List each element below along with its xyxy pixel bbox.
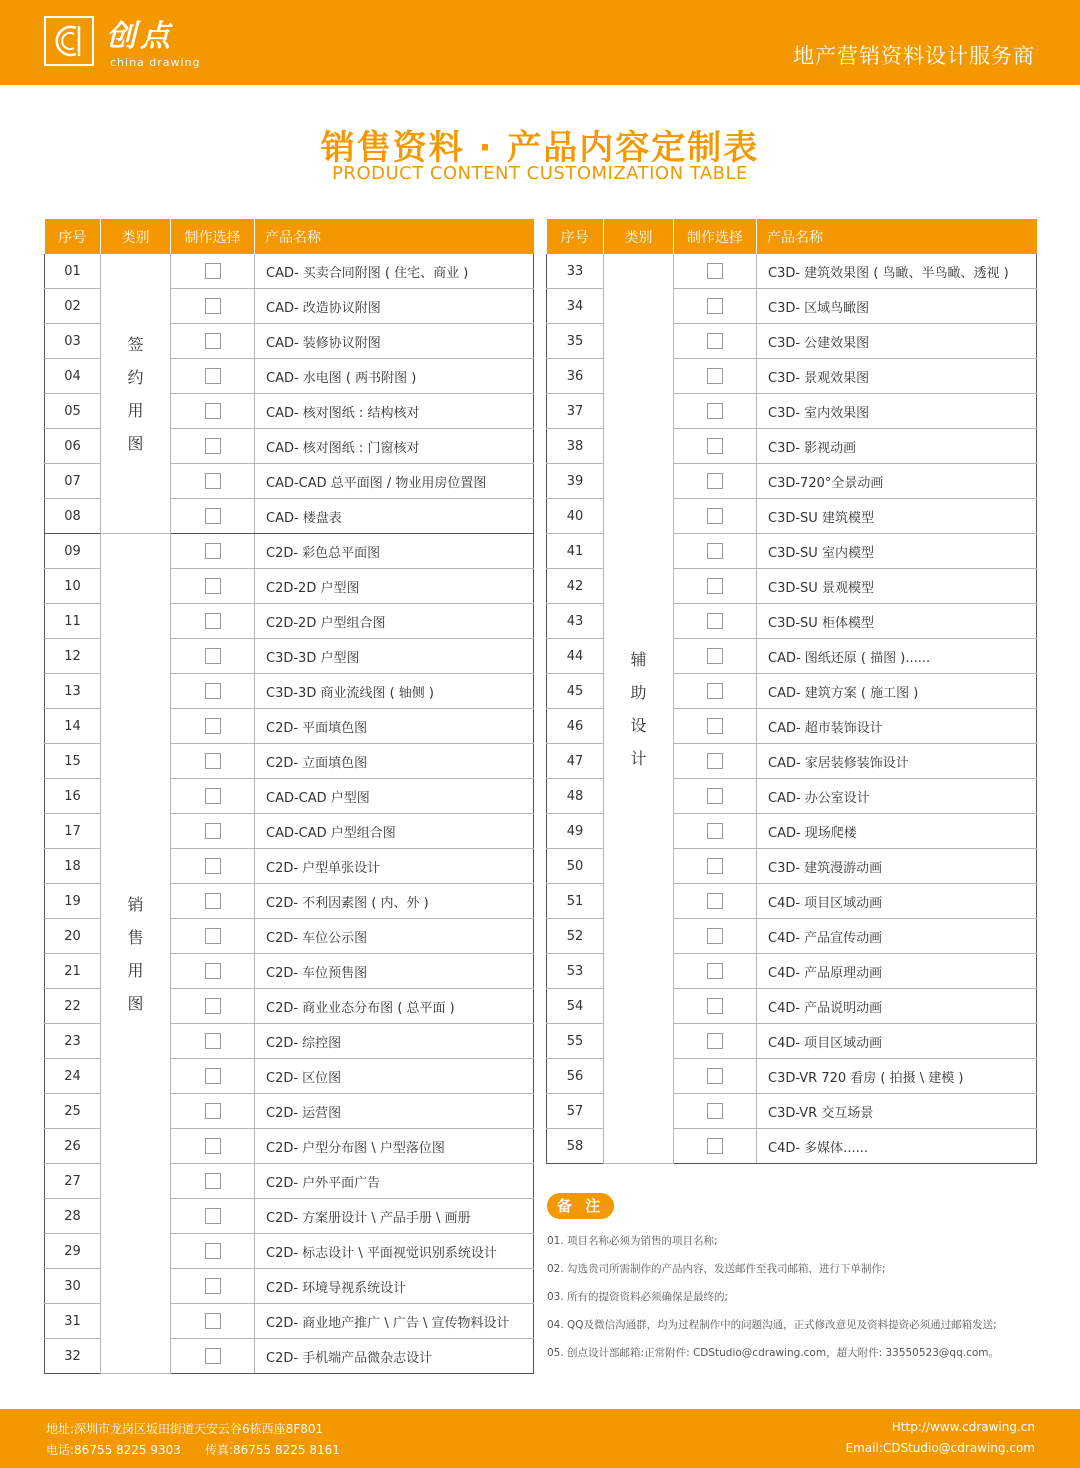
select-cell bbox=[674, 954, 757, 989]
select-checkbox[interactable] bbox=[707, 858, 723, 874]
product-name: C3D-VR 交互场景 bbox=[757, 1094, 1037, 1129]
product-name: C2D- 手机端产品微杂志设计 bbox=[255, 1339, 534, 1374]
row-number: 40 bbox=[547, 499, 604, 534]
select-checkbox[interactable] bbox=[205, 753, 221, 769]
product-name: C3D-3D 户型图 bbox=[255, 639, 534, 674]
footer-fax: 传真:86755 8225 8161 bbox=[204, 1443, 340, 1457]
row-number: 44 bbox=[547, 639, 604, 674]
select-checkbox[interactable] bbox=[707, 508, 723, 524]
select-checkbox[interactable] bbox=[707, 718, 723, 734]
select-checkbox[interactable] bbox=[205, 1278, 221, 1294]
select-cell bbox=[171, 884, 255, 919]
select-cell bbox=[674, 499, 757, 534]
select-cell bbox=[171, 1129, 255, 1164]
select-cell bbox=[674, 639, 757, 674]
product-name: CAD- 办公室设计 bbox=[757, 779, 1037, 814]
product-name: C2D- 方案册设计 \ 产品手册 \ 画册 bbox=[255, 1199, 534, 1234]
select-cell bbox=[171, 814, 255, 849]
page-subtitle: PRODUCT CONTENT CUSTOMIZATION TABLE bbox=[332, 163, 748, 184]
select-cell bbox=[171, 709, 255, 744]
select-cell bbox=[171, 1059, 255, 1094]
select-cell bbox=[674, 849, 757, 884]
product-name: C2D- 户型单张设计 bbox=[255, 849, 534, 884]
select-cell bbox=[171, 254, 255, 289]
product-name: CAD- 核对图纸 : 结构核对 bbox=[255, 394, 534, 429]
product-name: C3D-SU 室内模型 bbox=[757, 534, 1037, 569]
row-number: 58 bbox=[547, 1129, 604, 1164]
row-number: 24 bbox=[45, 1059, 101, 1094]
footer-address: 地址:深圳市龙岗区坂田街道天安云谷6栋西座8F801 bbox=[46, 1422, 324, 1436]
select-cell bbox=[674, 1059, 757, 1094]
select-checkbox[interactable] bbox=[707, 928, 723, 944]
product-name: CAD- 核对图纸 : 门窗核对 bbox=[255, 429, 534, 464]
select-cell bbox=[674, 429, 757, 464]
select-checkbox[interactable] bbox=[205, 823, 221, 839]
select-cell bbox=[171, 289, 255, 324]
row-number: 36 bbox=[547, 359, 604, 394]
select-checkbox[interactable] bbox=[707, 1068, 723, 1084]
select-cell bbox=[171, 324, 255, 359]
select-checkbox[interactable] bbox=[707, 298, 723, 314]
col-header-select: 制作选择 bbox=[171, 219, 255, 254]
select-cell bbox=[171, 534, 255, 569]
select-cell bbox=[674, 884, 757, 919]
product-name: CAD- 装修协议附图 bbox=[255, 324, 534, 359]
product-name: CAD- 建筑方案 ( 施工图 ) bbox=[757, 674, 1037, 709]
select-checkbox[interactable] bbox=[707, 333, 723, 349]
select-checkbox[interactable] bbox=[205, 648, 221, 664]
select-cell bbox=[674, 919, 757, 954]
select-cell bbox=[171, 1234, 255, 1269]
product-name: CAD-CAD 户型图 bbox=[255, 779, 534, 814]
product-name: C3D- 影视动画 bbox=[757, 429, 1037, 464]
select-cell bbox=[171, 1094, 255, 1129]
product-name: C3D-SU 景观模型 bbox=[757, 569, 1037, 604]
row-number: 16 bbox=[45, 779, 101, 814]
select-checkbox[interactable] bbox=[205, 508, 221, 524]
row-number: 39 bbox=[547, 464, 604, 499]
select-cell bbox=[171, 464, 255, 499]
select-checkbox[interactable] bbox=[205, 1103, 221, 1119]
product-name: CAD- 楼盘表 bbox=[255, 499, 534, 534]
row-number: 43 bbox=[547, 604, 604, 639]
tagline: 地产营销资料设计服务商 bbox=[793, 44, 1035, 68]
select-checkbox[interactable] bbox=[205, 1068, 221, 1084]
page-title: 销售资料 · 产品内容定制表 bbox=[320, 128, 760, 168]
logo-subtext: china drawing bbox=[110, 56, 201, 69]
row-number: 01 bbox=[45, 254, 101, 289]
col-header-select: 制作选择 bbox=[674, 219, 757, 254]
row-number: 50 bbox=[547, 849, 604, 884]
product-name: C2D- 彩色总平面图 bbox=[255, 534, 534, 569]
note-item: 02. 勾选贵司所需制作的产品内容，发送邮件至我司邮箱，进行下单制作; bbox=[547, 1263, 886, 1275]
product-name: C3D- 建筑漫游动画 bbox=[757, 849, 1037, 884]
select-cell bbox=[171, 1339, 255, 1374]
product-name: C2D- 平面填色图 bbox=[255, 709, 534, 744]
row-number: 29 bbox=[45, 1234, 101, 1269]
select-checkbox[interactable] bbox=[205, 1313, 221, 1329]
select-cell bbox=[674, 1129, 757, 1164]
select-checkbox[interactable] bbox=[205, 368, 221, 384]
product-name: CAD-CAD 总平面图 / 物业用房位置图 bbox=[255, 464, 534, 499]
product-name: C4D- 项目区域动画 bbox=[757, 884, 1037, 919]
table-row bbox=[45, 534, 534, 569]
product-name: C2D- 商业业态分布图 ( 总平面 ) bbox=[255, 989, 534, 1024]
select-checkbox[interactable] bbox=[205, 788, 221, 804]
product-name: C3D- 建筑效果图 ( 鸟瞰、半鸟瞰、透视 ) bbox=[757, 254, 1037, 289]
col-header-num: 序号 bbox=[547, 219, 604, 254]
select-cell bbox=[171, 989, 255, 1024]
select-checkbox[interactable] bbox=[205, 578, 221, 594]
select-checkbox[interactable] bbox=[205, 1243, 221, 1259]
select-checkbox[interactable] bbox=[205, 1348, 221, 1364]
product-name: C4D- 多媒体...... bbox=[757, 1129, 1037, 1164]
table-header-row bbox=[547, 219, 1037, 254]
select-checkbox[interactable] bbox=[707, 1103, 723, 1119]
row-number: 14 bbox=[45, 709, 101, 744]
note-item: 01. 项目名称必须为销售的项目名称; bbox=[547, 1235, 718, 1247]
select-cell bbox=[171, 429, 255, 464]
col-header-name: 产品名称 bbox=[255, 219, 534, 254]
table-header-row bbox=[45, 219, 534, 254]
row-number: 42 bbox=[547, 569, 604, 604]
product-name: C2D- 商业地产推广 \ 广告 \ 宣传物料设计 bbox=[255, 1304, 534, 1339]
row-number: 37 bbox=[547, 394, 604, 429]
select-cell bbox=[171, 1024, 255, 1059]
select-cell bbox=[674, 1094, 757, 1129]
logo-icon bbox=[46, 18, 92, 64]
select-checkbox[interactable] bbox=[205, 403, 221, 419]
logo-mark bbox=[44, 16, 94, 66]
select-cell bbox=[674, 604, 757, 639]
select-cell bbox=[674, 744, 757, 779]
product-name: C2D- 标志设计 \ 平面视觉识别系统设计 bbox=[255, 1234, 534, 1269]
select-cell bbox=[674, 464, 757, 499]
row-number: 30 bbox=[45, 1269, 101, 1304]
select-checkbox[interactable] bbox=[707, 963, 723, 979]
select-checkbox[interactable] bbox=[707, 473, 723, 489]
table-row bbox=[547, 254, 1037, 289]
select-cell bbox=[674, 394, 757, 429]
select-checkbox[interactable] bbox=[707, 613, 723, 629]
select-checkbox[interactable] bbox=[205, 1208, 221, 1224]
note-item: 05. 创点设计部邮箱:正常附件: CDStudio@cdrawing.com，超大附件: 33550523@qq.com。 bbox=[547, 1347, 999, 1359]
category-cell bbox=[604, 254, 674, 1164]
product-name: C3D- 区域鸟瞰图 bbox=[757, 289, 1037, 324]
select-checkbox[interactable] bbox=[707, 543, 723, 559]
note-item: 04. QQ及微信沟通群，均为过程制作中的问题沟通，正式修改意见及资料提资必须通过邮箱发送; bbox=[547, 1319, 997, 1331]
row-number: 20 bbox=[45, 919, 101, 954]
select-cell bbox=[171, 604, 255, 639]
footer-email[interactable]: Email:CDStudio@cdrawing.com bbox=[845, 1441, 1035, 1455]
row-number: 35 bbox=[547, 324, 604, 359]
select-cell bbox=[674, 989, 757, 1024]
category-label: 销售用图 bbox=[127, 894, 144, 1013]
table-row bbox=[45, 254, 534, 289]
select-cell bbox=[171, 954, 255, 989]
product-name: C2D- 不利因素图 ( 内、外 ) bbox=[255, 884, 534, 919]
row-number: 15 bbox=[45, 744, 101, 779]
select-cell bbox=[674, 779, 757, 814]
product-name: C3D-SU 建筑模型 bbox=[757, 499, 1037, 534]
row-number: 32 bbox=[45, 1339, 101, 1374]
select-cell bbox=[171, 1304, 255, 1339]
row-number: 12 bbox=[45, 639, 101, 674]
product-name: C2D- 区位图 bbox=[255, 1059, 534, 1094]
category-label: 签约用图 bbox=[127, 334, 144, 453]
select-checkbox[interactable] bbox=[205, 1173, 221, 1189]
row-number: 06 bbox=[45, 429, 101, 464]
header-bar bbox=[0, 0, 1080, 85]
left-product-table bbox=[44, 219, 534, 1374]
select-checkbox[interactable] bbox=[205, 718, 221, 734]
product-name: C3D- 公建效果图 bbox=[757, 324, 1037, 359]
row-number: 02 bbox=[45, 289, 101, 324]
row-number: 31 bbox=[45, 1304, 101, 1339]
select-checkbox[interactable] bbox=[707, 648, 723, 664]
select-checkbox[interactable] bbox=[707, 893, 723, 909]
row-number: 41 bbox=[547, 534, 604, 569]
product-name: C4D- 产品原理动画 bbox=[757, 954, 1037, 989]
row-number: 09 bbox=[45, 534, 101, 569]
right-product-table bbox=[546, 219, 1037, 1164]
product-name: CAD- 现场爬楼 bbox=[757, 814, 1037, 849]
select-cell bbox=[171, 359, 255, 394]
product-name: C3D-SU 柜体模型 bbox=[757, 604, 1037, 639]
select-cell bbox=[674, 324, 757, 359]
row-number: 54 bbox=[547, 989, 604, 1024]
logo-text: 创点 bbox=[106, 19, 174, 54]
select-checkbox[interactable] bbox=[707, 1138, 723, 1154]
row-number: 53 bbox=[547, 954, 604, 989]
col-header-name: 产品名称 bbox=[757, 219, 1037, 254]
select-checkbox[interactable] bbox=[205, 298, 221, 314]
select-cell bbox=[171, 674, 255, 709]
row-number: 25 bbox=[45, 1094, 101, 1129]
product-name: C2D- 综控图 bbox=[255, 1024, 534, 1059]
row-number: 47 bbox=[547, 744, 604, 779]
select-checkbox[interactable] bbox=[205, 613, 221, 629]
select-cell bbox=[171, 849, 255, 884]
select-checkbox[interactable] bbox=[205, 893, 221, 909]
row-number: 52 bbox=[547, 919, 604, 954]
select-checkbox[interactable] bbox=[707, 998, 723, 1014]
row-number: 03 bbox=[45, 324, 101, 359]
row-number: 45 bbox=[547, 674, 604, 709]
row-number: 18 bbox=[45, 849, 101, 884]
select-checkbox[interactable] bbox=[707, 823, 723, 839]
product-name: C3D-VR 720 看房 ( 拍摄 \ 建模 ) bbox=[757, 1059, 1037, 1094]
row-number: 46 bbox=[547, 709, 604, 744]
select-cell bbox=[171, 744, 255, 779]
row-number: 04 bbox=[45, 359, 101, 394]
product-name: C2D- 户型分布图 \ 户型落位图 bbox=[255, 1129, 534, 1164]
select-checkbox[interactable] bbox=[205, 928, 221, 944]
select-checkbox[interactable] bbox=[205, 333, 221, 349]
note-item: 03. 所有的提资资料必须确保是最终的; bbox=[547, 1291, 729, 1303]
select-checkbox[interactable] bbox=[205, 473, 221, 489]
row-number: 07 bbox=[45, 464, 101, 499]
select-checkbox[interactable] bbox=[707, 368, 723, 384]
row-number: 56 bbox=[547, 1059, 604, 1094]
product-name: CAD- 家居装修装饰设计 bbox=[757, 744, 1037, 779]
product-name: C2D- 车位预售图 bbox=[255, 954, 534, 989]
select-cell bbox=[674, 289, 757, 324]
select-checkbox[interactable] bbox=[205, 1138, 221, 1154]
col-header-category: 类别 bbox=[604, 219, 674, 254]
row-number: 55 bbox=[547, 1024, 604, 1059]
select-checkbox[interactable] bbox=[205, 998, 221, 1014]
select-checkbox[interactable] bbox=[707, 788, 723, 804]
product-name: CAD- 水电图 ( 两书附图 ) bbox=[255, 359, 534, 394]
select-checkbox[interactable] bbox=[707, 753, 723, 769]
select-checkbox[interactable] bbox=[707, 578, 723, 594]
product-name: C2D-2D 户型图 bbox=[255, 569, 534, 604]
row-number: 08 bbox=[45, 499, 101, 534]
row-number: 26 bbox=[45, 1129, 101, 1164]
select-cell bbox=[171, 919, 255, 954]
row-number: 48 bbox=[547, 779, 604, 814]
select-cell bbox=[171, 779, 255, 814]
row-number: 17 bbox=[45, 814, 101, 849]
row-number: 19 bbox=[45, 884, 101, 919]
select-checkbox[interactable] bbox=[205, 263, 221, 279]
select-cell bbox=[674, 359, 757, 394]
product-name: C2D- 车位公示图 bbox=[255, 919, 534, 954]
product-name: C4D- 产品说明动画 bbox=[757, 989, 1037, 1024]
select-cell bbox=[171, 569, 255, 604]
category-cell bbox=[101, 534, 171, 1374]
select-checkbox[interactable] bbox=[205, 963, 221, 979]
select-cell bbox=[171, 499, 255, 534]
row-number: 10 bbox=[45, 569, 101, 604]
row-number: 21 bbox=[45, 954, 101, 989]
select-checkbox[interactable] bbox=[707, 403, 723, 419]
product-name: C2D- 运营图 bbox=[255, 1094, 534, 1129]
select-checkbox[interactable] bbox=[707, 683, 723, 699]
select-checkbox[interactable] bbox=[205, 858, 221, 874]
col-header-num: 序号 bbox=[45, 219, 101, 254]
select-checkbox[interactable] bbox=[707, 438, 723, 454]
select-cell bbox=[674, 1024, 757, 1059]
select-cell bbox=[674, 534, 757, 569]
select-cell bbox=[171, 1199, 255, 1234]
select-checkbox[interactable] bbox=[205, 1033, 221, 1049]
product-name: C3D- 景观效果图 bbox=[757, 359, 1037, 394]
row-number: 57 bbox=[547, 1094, 604, 1129]
col-header-category: 类别 bbox=[101, 219, 171, 254]
select-checkbox[interactable] bbox=[205, 683, 221, 699]
product-name: CAD- 图纸还原 ( 描图 )...... bbox=[757, 639, 1037, 674]
product-name: C3D-720°全景动画 bbox=[757, 464, 1037, 499]
footer-contact bbox=[46, 1441, 340, 1458]
row-number: 05 bbox=[45, 394, 101, 429]
product-name: C2D- 户外平面广告 bbox=[255, 1164, 534, 1199]
select-checkbox[interactable] bbox=[205, 438, 221, 454]
select-cell bbox=[674, 709, 757, 744]
product-name: CAD- 买卖合同附图 ( 住宅、商业 ) bbox=[255, 254, 534, 289]
product-name: C2D- 环境导视系统设计 bbox=[255, 1269, 534, 1304]
select-cell bbox=[171, 1269, 255, 1304]
select-cell bbox=[171, 1164, 255, 1199]
product-name: C2D- 立面填色图 bbox=[255, 744, 534, 779]
select-cell bbox=[674, 814, 757, 849]
row-number: 22 bbox=[45, 989, 101, 1024]
select-cell bbox=[171, 639, 255, 674]
footer-phone: 电话:86755 8225 9303 bbox=[46, 1443, 181, 1457]
select-checkbox[interactable] bbox=[205, 543, 221, 559]
category-label: 辅助设计 bbox=[630, 649, 647, 768]
row-number: 51 bbox=[547, 884, 604, 919]
notes-label: 备 注 bbox=[547, 1193, 614, 1219]
product-name: C4D- 产品宣传动画 bbox=[757, 919, 1037, 954]
product-name: CAD- 改造协议附图 bbox=[255, 289, 534, 324]
select-checkbox[interactable] bbox=[707, 1033, 723, 1049]
product-name: C2D-2D 户型组合图 bbox=[255, 604, 534, 639]
row-number: 33 bbox=[547, 254, 604, 289]
select-cell bbox=[171, 394, 255, 429]
product-name: C3D- 室内效果图 bbox=[757, 394, 1037, 429]
select-cell bbox=[674, 569, 757, 604]
category-cell bbox=[101, 254, 171, 534]
select-cell bbox=[674, 254, 757, 289]
row-number: 49 bbox=[547, 814, 604, 849]
row-number: 34 bbox=[547, 289, 604, 324]
row-number: 23 bbox=[45, 1024, 101, 1059]
product-name: CAD- 超市装饰设计 bbox=[757, 709, 1037, 744]
row-number: 13 bbox=[45, 674, 101, 709]
product-name: C4D- 项目区域动画 bbox=[757, 1024, 1037, 1059]
row-number: 27 bbox=[45, 1164, 101, 1199]
select-checkbox[interactable] bbox=[707, 263, 723, 279]
row-number: 38 bbox=[547, 429, 604, 464]
product-name: CAD-CAD 户型组合图 bbox=[255, 814, 534, 849]
row-number: 11 bbox=[45, 604, 101, 639]
footer-website[interactable]: Http://www.cdrawing.cn bbox=[891, 1420, 1035, 1434]
select-cell bbox=[674, 674, 757, 709]
footer-bar bbox=[0, 1409, 1080, 1468]
product-name: C3D-3D 商业流线图 ( 轴侧 ) bbox=[255, 674, 534, 709]
row-number: 28 bbox=[45, 1199, 101, 1234]
notes-list bbox=[547, 1231, 1047, 1371]
